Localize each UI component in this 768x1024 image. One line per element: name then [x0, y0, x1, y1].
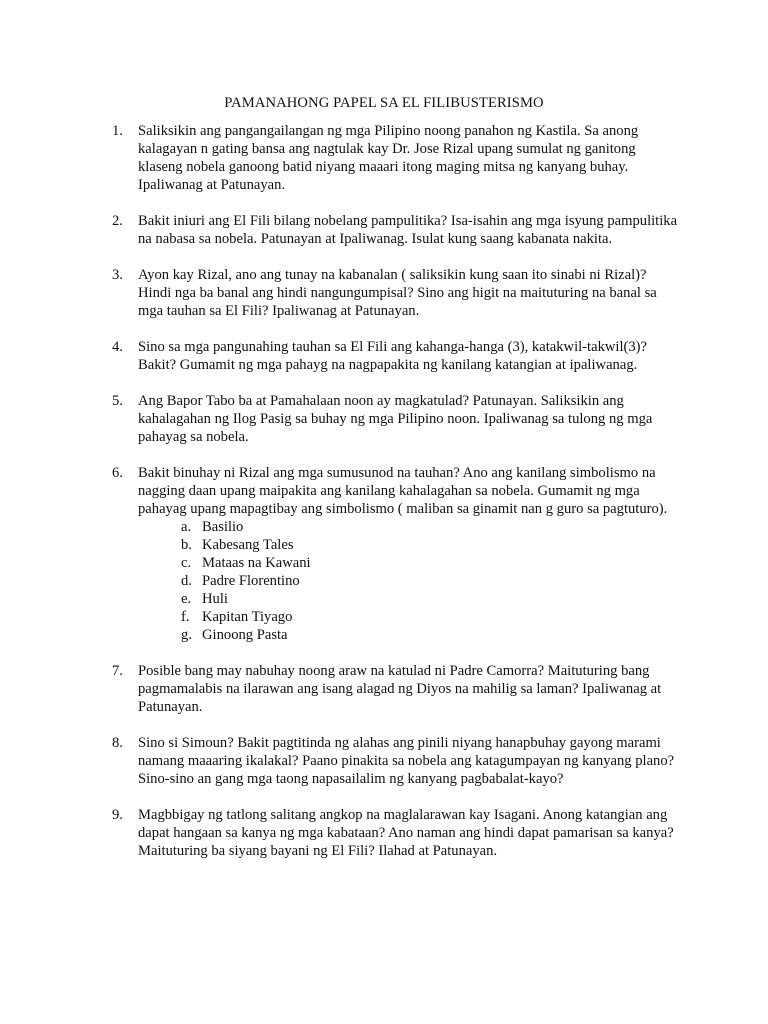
list-letter: d. [181, 573, 192, 589]
list-item [181, 608, 682, 626]
list-letter: b. [181, 537, 192, 553]
question-number: 1. [112, 123, 123, 139]
question-text: Ayon kay Rizal, ano ang tunay na kabanalan ( saliksikin kung saan ito sinabi ni Rizal)? Hindi nga ba banal ang hindi nangungumpisal? Sino ang higit na maituturing na banal sa mga tauhan sa El Fili? Ipaliwanag at Patunayan. [138, 267, 657, 319]
question-2 [112, 212, 682, 248]
question-3 [112, 266, 682, 320]
question-text: Sino si Simoun? Bakit pagtitinda ng alahas ang pinili niyang hanapbuhay gayong marami namang maaaring ikalakal? Paano pinakita sa nobela ang katagumpayan ng kanyang plano? Sino-sino an gang mga taong napasailalim ng kanyang pagbabalat-kayo? [138, 735, 675, 787]
document-title: PAMANAHONG PAPEL SA EL FILIBUSTERISMO [224, 95, 544, 111]
question-number: 8. [112, 735, 123, 751]
question-text: Ang Bapor Tabo ba at Pamahalaan noon ay magkatulad? Patunayan. Saliksikin ang kahalagahan ng Ilog Pasig sa buhay ng mga Pilipino noon. Ipaliwanag sa tulong ng mga pahayag sa nobela. [138, 393, 653, 445]
list-item-text: Basilio [202, 519, 244, 535]
question-text: Saliksikin ang pangangailangan ng mga Pilipino noong panahon ng Kastila. Sa anong kalagayan n gating bansa ang nagtulak kay Dr. Jose Rizal upang sumulat ng ganitong klaseng nobela ganoong batid niyang maaari itong maging mitsa ng kanyang buhay. Ipaliwanag at Patunayan. [138, 123, 639, 193]
list-item-text: Kapitan Tiyago [202, 609, 293, 625]
question-text: Magbbigay ng tatlong salitang angkop na maglalarawan kay Isagani. Anong katangian ang dapat hangaan sa kanya ng mga kabataan? Ano naman ang hindi dapat pamarisan sa kanya? Maituturing ba siyang bayani ng El Fili? Ilahad at Patunayan. [138, 807, 674, 859]
list-letter: g. [181, 627, 192, 643]
question-9 [112, 806, 682, 860]
list-item [181, 518, 682, 536]
question-number: 7. [112, 663, 123, 679]
list-letter: c. [181, 555, 192, 571]
question-text: Bakit binuhay ni Rizal ang mga sumusunod na tauhan? Ano ang kanilang simbolismo na nagging daan upang maipakita ang kanilang kahalagahan sa nobela. Gumamit ng mga pahayag upang mapagtibay ang simbolismo ( maliban sa ginamit nan g guro sa pagtuturo). [138, 465, 668, 517]
question-number: 6. [112, 465, 123, 481]
list-item [181, 590, 682, 608]
character-list [181, 518, 682, 644]
list-item [181, 536, 682, 554]
list-item [181, 554, 682, 572]
question-8 [112, 734, 682, 788]
question-6 [112, 464, 682, 644]
question-7 [112, 662, 682, 716]
question-number: 2. [112, 213, 123, 229]
question-4 [112, 338, 682, 374]
question-number: 9. [112, 807, 123, 823]
list-letter: a. [181, 519, 192, 535]
list-item-text: Huli [202, 591, 228, 607]
question-text: Bakit iniuri ang El Fili bilang nobelang pampulitika? Isa-isahin ang mga isyung pampulitika na nabasa sa nobela. Patunayan at Ipaliwanag. Isulat kung saang kabanata nakita. [138, 213, 678, 247]
list-item-text: Kabesang Tales [202, 537, 294, 553]
question-list [112, 122, 682, 878]
list-item [181, 572, 682, 590]
list-letter: f. [181, 609, 190, 625]
question-1 [112, 122, 682, 194]
question-number: 4. [112, 339, 123, 355]
list-letter: e. [181, 591, 192, 607]
list-item-text: Mataas na Kawani [202, 555, 311, 571]
list-item-text: Padre Florentino [202, 573, 300, 589]
question-5 [112, 392, 682, 446]
list-item-text: Ginoong Pasta [202, 627, 288, 643]
question-number: 3. [112, 267, 123, 283]
list-item [181, 626, 682, 644]
question-number: 5. [112, 393, 123, 409]
question-text: Sino sa mga pangunahing tauhan sa El Fili ang kahanga-hanga (3), katakwil-takwil(3)? Bakit? Gumamit ng mga pahayg na nagpapakita ng kanilang katangian at ipaliwanag. [138, 339, 648, 373]
question-text: Posible bang may nabuhay noong araw na katulad ni Padre Camorra? Maituturing bang pagmamalabis na ilarawan ang isang alagad ng Diyos na mahilig sa laman? Ipaliwanag at Patunayan. [138, 663, 662, 715]
